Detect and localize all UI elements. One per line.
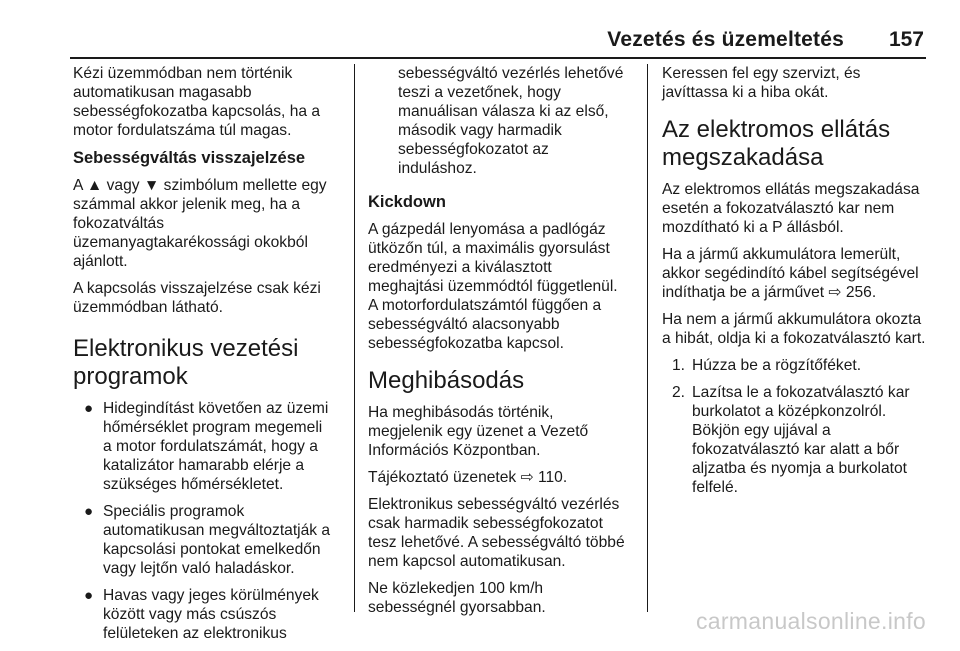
- header-title: Vezetés és üzemeltetés: [607, 28, 844, 51]
- bullet-icon: ●: [84, 587, 94, 604]
- page-number: 157: [888, 28, 924, 51]
- battery-paragraph: Ha a jármű akkumulátora lemerült, akkor segédindító kábel segítségével indíthatja be a járművet ⇨ 256.: [662, 246, 919, 301]
- release-lever-paragraph: Ha nem a jármű akkumulátora okozta a hibát, oldja ki a fokozatválasztó kart.: [662, 311, 926, 347]
- header-rule: [70, 57, 926, 59]
- programs-list: [73, 399, 343, 643]
- watermark: carmanualsonline.info: [695, 608, 926, 634]
- list-item: ● Speciális programok automatikusan megváltoztatják a kapcsolási pontokat emelkedőn vagy lejtőn való haladáskor.: [84, 503, 331, 577]
- list-item: ● Havas vagy jeges körülmények között vagy más csúszós felületeken az elektronikus: [84, 587, 319, 642]
- shift-indicator-heading: Sebességváltás visszajelzése: [73, 149, 306, 167]
- electronic-programs-heading: Elektronikus vezetési programok: [73, 335, 299, 390]
- page-header: [70, 24, 926, 56]
- fault-gear-paragraph: Elektronikus sebességváltó vezérlés csak harmadik sebességfokozatot tesz lehetővé. A sebességváltó többé nem kapcsol automatikusan.: [368, 496, 625, 570]
- kickdown-paragraph: A gázpedál lenyomása a padlógáz ütközőn túl, a maximális gyorsulást eredményezi a kiválasztott meghajtási üzemmódtól függetlenül. A motorfordulatszámtól függően a sebességváltó alacsonyabb sebességfokozatba kapcsol.: [368, 221, 618, 352]
- column-divider-1: [354, 64, 355, 612]
- bullet-icon: ●: [84, 503, 94, 520]
- column-2: [368, 64, 640, 625]
- kickdown-heading: Kickdown: [368, 193, 446, 211]
- shift-indicator-paragraph: A ▲ vagy ▼ szimbólum mellette egy számmal akkor jelenik meg, ha a fokozatváltás üzemanyagtakarékossági okokból ajánlott.: [73, 177, 327, 270]
- bullet-continuation: sebességváltó vezérlés lehetővé teszi a vezetőnek, hogy manuálisan válasza ki az első, második vagy harmadik sebességfokozatot az induláshoz.: [398, 65, 624, 177]
- step-number: 1.: [672, 357, 686, 374]
- speed-limit-paragraph: Ne közlekedjen 100 km/h sebességnél gyorsabban.: [368, 580, 546, 616]
- info-messages-reference: Tájékoztató üzenetek ⇨ 110.: [368, 469, 568, 486]
- step-item: 1. Húzza be a rögzítőféket.: [672, 357, 862, 374]
- shift-indicator-note: A kapcsolás visszajelzése csak kézi üzemmódban látható.: [73, 280, 321, 316]
- power-interruption-heading: Az elektromos ellátás megszakadása: [662, 116, 891, 171]
- manual-mode-paragraph: Kézi üzemmódban nem történik automatikusan magasabb sebességfokozatba kapcsolás, ha a motor fordulatszáma túl magas.: [73, 65, 321, 139]
- list-item: ● Hidegindítást követően az üzemi hőmérséklet program megemeli a motor fordulatszámát, hogy a katalizátor hamarabb elérje a szükséges hőmérsékletet.: [84, 400, 329, 493]
- power-interruption-paragraph: Az elektromos ellátás megszakadása esetén a fokozatválasztó kar nem mozdítható ki a P állásból.: [662, 181, 920, 236]
- bullet-icon: ●: [84, 400, 94, 417]
- step-number: 2.: [672, 384, 686, 401]
- fault-paragraph: Ha meghibásodás történik, megjelenik egy üzenet a Vezető Információs Központban.: [368, 404, 589, 459]
- column-divider-2: [647, 64, 648, 612]
- release-steps: [662, 356, 934, 497]
- fault-heading: Meghibásodás: [368, 367, 525, 394]
- column-1: [73, 64, 343, 651]
- column-3: [662, 64, 934, 505]
- step-item: 2. Lazítsa le a fokozatválasztó kar burkolatot a középkonzolról. Bökjön egy ujjával a fokozatválasztó kar alatt a bőr aljzatba és nyomja a burkolatot felfelé.: [672, 384, 910, 496]
- service-paragraph: Keressen fel egy szervizt, és javíttassa ki a hiba okát.: [662, 65, 861, 101]
